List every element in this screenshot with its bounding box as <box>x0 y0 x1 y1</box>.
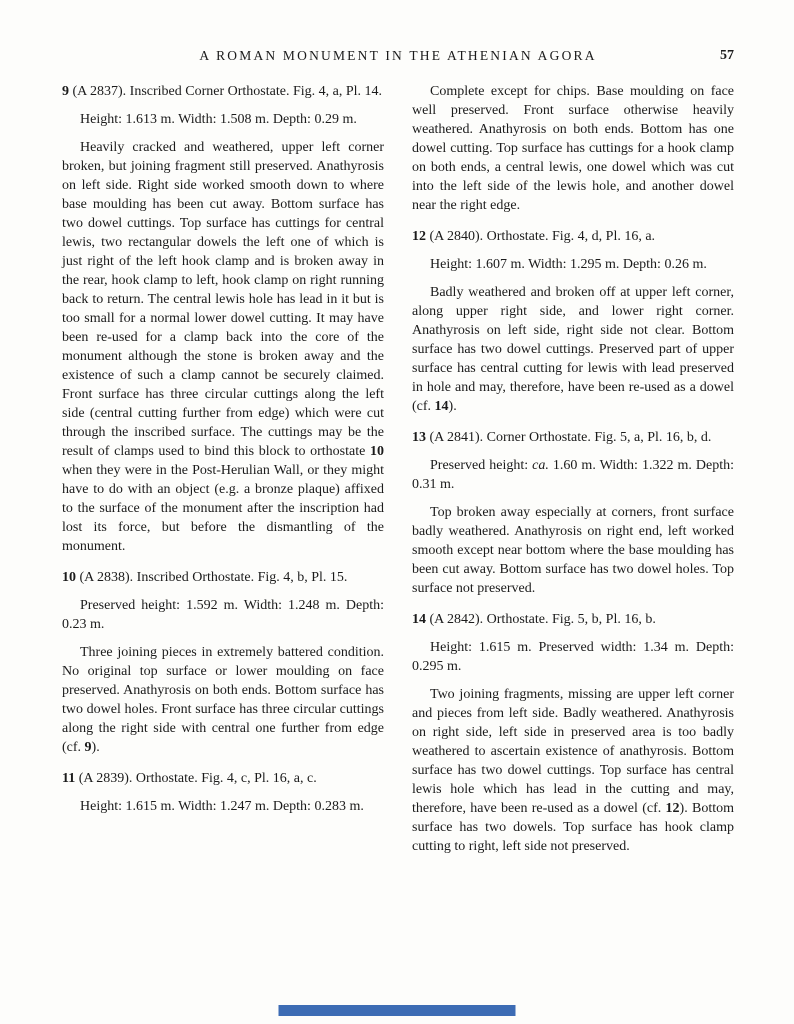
text-run: Height: 1.607 m. Width: 1.295 m. Depth: 0.26 m. <box>430 257 707 272</box>
entry-heading-13 <box>412 428 734 447</box>
dimensions <box>412 255 734 274</box>
dimensions <box>412 456 734 494</box>
dimensions <box>62 797 384 816</box>
entry-heading-9 <box>62 82 384 101</box>
text-run: when they were in the Post-Herulian Wall, or they might have to do with an object (e.g. a bronze plaque) affixed to the surface of the monument after the inscription had lost its force, but before the dismantling of the monument. <box>62 463 384 554</box>
paragraph <box>62 138 384 556</box>
text-run: 1.60 m. Width: 1.322 m. Depth: 0.31 m. <box>412 458 735 492</box>
paragraph <box>62 643 384 757</box>
text-run: (A 2840). Orthostate. Fig. 4, d, Pl. 16, a. <box>426 229 656 244</box>
text-run: ca. <box>532 458 549 473</box>
text-run: (A 2839). Orthostate. Fig. 4, c, Pl. 16, a, c. <box>75 771 317 786</box>
page-header <box>62 46 734 66</box>
text-run: Three joining pieces in extremely battered condition. No original top surface or lower moulding on face preserved. Anathyrosis on both ends. Bottom surface has two dowel holes. Front surface has three circular cuttings along the right side with central one further from edge (cf. <box>62 645 384 755</box>
text-run: Height: 1.613 m. Width: 1.508 m. Depth: 0.29 m. <box>80 112 357 127</box>
entry-heading-11 <box>62 769 384 788</box>
right-column <box>412 82 734 856</box>
dimensions <box>62 596 384 634</box>
dimensions <box>412 638 734 676</box>
page-number: 57 <box>720 48 734 63</box>
paragraph <box>412 283 734 416</box>
text-run: Badly weathered and broken off at upper left corner, along upper right side, and lower right corner. Anathyrosis on left side, right side not clear. Bottom surface has two dowel cuttings. Preserved part of upper surface has central cutting for lewis with lead preserved in hole and may, therefore, have been re-used as a dowel (cf. <box>412 285 734 414</box>
entry-number-ref: 10 <box>62 570 76 585</box>
dimensions <box>62 110 384 129</box>
paragraph <box>412 685 734 856</box>
text-run: Top broken away especially at corners, front surface badly weathered. Anathyrosis on right end, left worked smooth except near bottom where the base moulding has been cut away. Bottom surface has two dowel holes. Top surface not preserved. <box>412 505 734 596</box>
text-run: ). Bottom surface has two dowels. Top surface has hook clamp cutting to right, left side not preserved. <box>412 801 735 854</box>
text-run: ). <box>91 740 100 755</box>
entry-number-ref: 10 <box>370 444 384 459</box>
running-title: A ROMAN MONUMENT IN THE ATHENIAN AGORA <box>199 48 597 63</box>
text-run: Preserved height: 1.592 m. Width: 1.248 m. Depth: 0.23 m. <box>62 598 384 632</box>
text-run: Height: 1.615 m. Width: 1.247 m. Depth: 0.283 m. <box>80 799 364 814</box>
entry-number-ref: 9 <box>84 740 92 755</box>
text-run: Complete except for chips. Base moulding on face well preserved. Front surface otherwise heavily weathered. Anathyrosis on both ends. Bottom has one dowel cutting. Top surface has cuttings for a hook clamp on both ends, a central lewis, one dowel which was cut into the left side of the lewis hole, and another dowel near the right edge. <box>412 84 734 213</box>
paragraph <box>412 82 734 215</box>
text-run: Heavily cracked and weathered, upper left corner broken, but joining fragment still preserved. Anathyrosis on left side. Right side worked smooth down to where base moulding has been cut away. Bottom surface has two dowel cuttings. Top surface has cuttings for central lewis, two rectangular dowels the left one of which is just right of the left hook clamp and is broken away in the rear, hook clamp to left, hook clamp on right running back to return. The central lewis hole has lead in it but is too small for a normal lower dowel cutting. It may have been re-used for a clamp back into the core of the monument although the stone is broken away and the existence of such a clamp cannot be securely claimed. Front surface has three circular cuttings along the left side (central cutting further from edge) which were cut through the inscribed surface. The cuttings may be the result of clamps used to bind this block to orthostate <box>62 140 384 459</box>
entry-number-ref: 14 <box>434 399 449 414</box>
text-run: (A 2837). Inscribed Corner Orthostate. Fig. 4, a, Pl. 14. <box>69 84 383 99</box>
entry-number-ref: 14 <box>412 612 426 627</box>
entry-number-ref: 11 <box>62 771 76 786</box>
text-run: Two joining fragments, missing are upper left corner and pieces from left side. Badly weathered. Anathyrosis on right side, left side in preserved area is too badly weathered to ascertain existence of anathyrosis. Bottom surface has two dowel cuttings. Top surface has central lewis hole which has lead in the cutting and may, therefore, have been re-used as a dowel (cf. <box>412 687 734 816</box>
entry-number-ref: 9 <box>62 84 69 99</box>
entry-heading-14 <box>412 610 734 629</box>
entry-heading-12 <box>412 227 734 246</box>
paragraph <box>412 503 734 598</box>
entry-number-ref: 12 <box>412 229 426 244</box>
entry-number-ref: 13 <box>412 430 426 445</box>
entry-heading-10 <box>62 568 384 587</box>
text-run: (A 2841). Corner Orthostate. Fig. 5, a, Pl. 16, b, d. <box>426 430 712 445</box>
text-selection-highlight-bar <box>279 1005 516 1016</box>
entry-number-ref: 12 <box>665 801 680 816</box>
text-run: Preserved height: <box>430 458 533 473</box>
two-column-text <box>62 82 734 856</box>
text-run: (A 2842). Orthostate. Fig. 5, b, Pl. 16, b. <box>426 612 656 627</box>
left-column <box>62 82 384 856</box>
text-run: ). <box>448 399 457 414</box>
text-run: (A 2838). Inscribed Orthostate. Fig. 4, b, Pl. 15. <box>76 570 348 585</box>
text-run: Height: 1.615 m. Preserved width: 1.34 m. Depth: 0.295 m. <box>412 640 734 674</box>
